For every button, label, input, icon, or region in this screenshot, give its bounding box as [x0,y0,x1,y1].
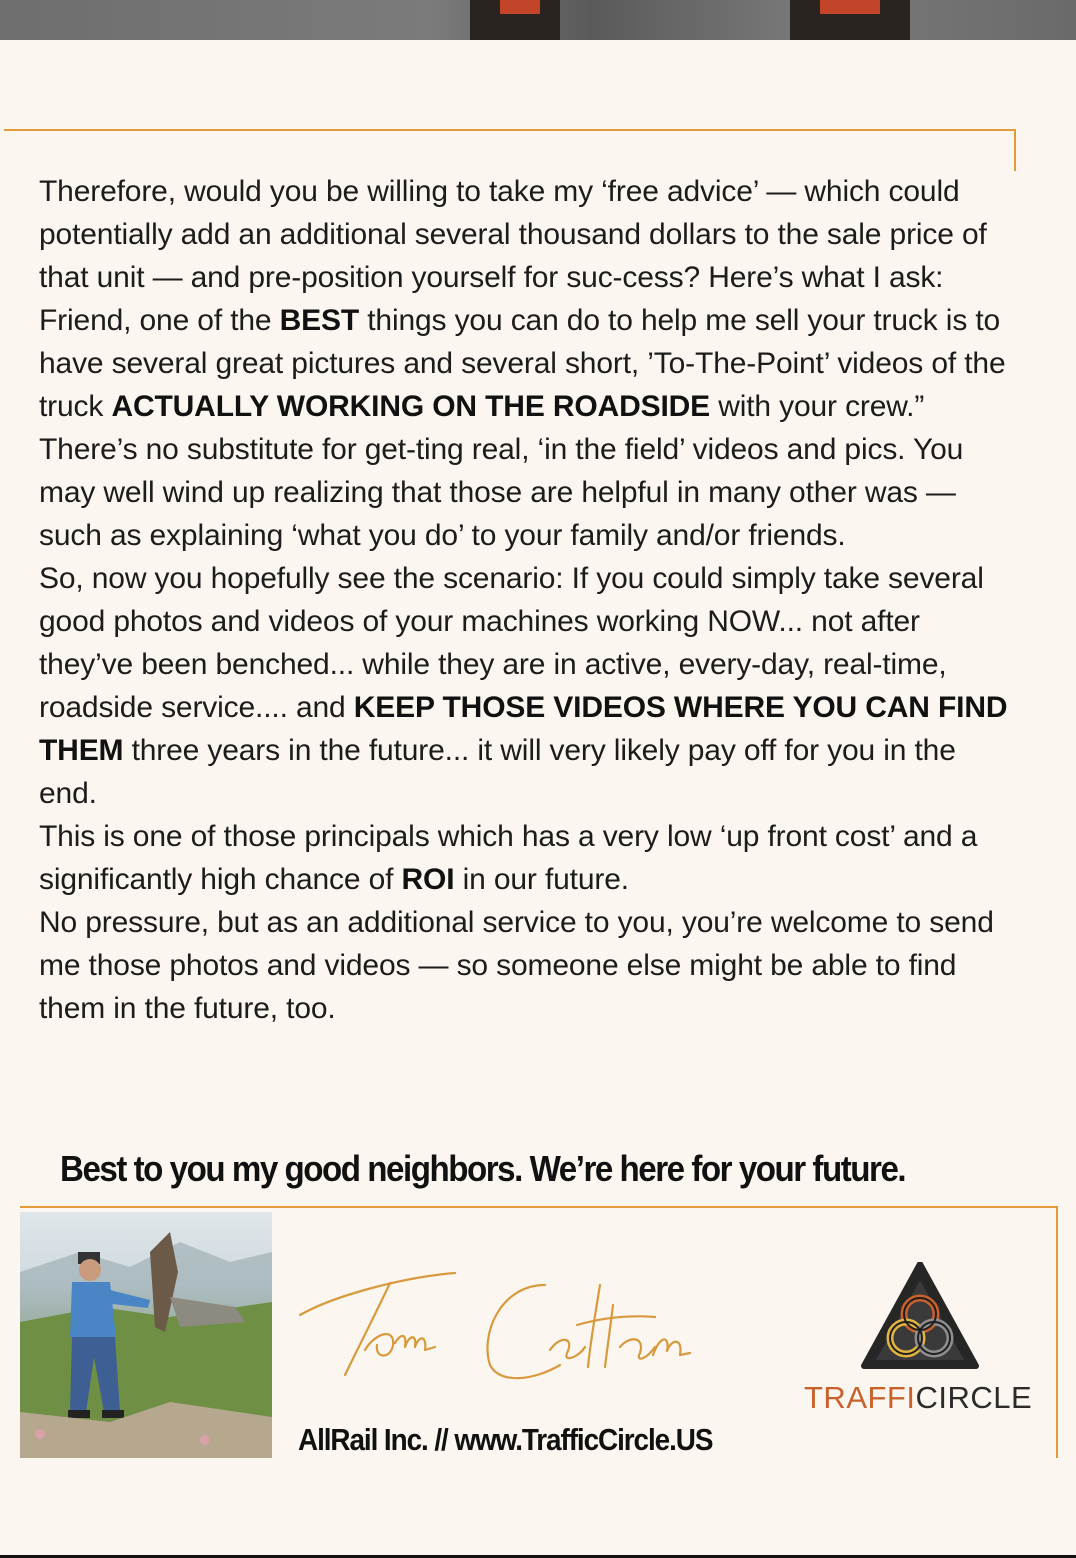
signature [295,1255,695,1395]
bold-text: KEEP THOSE VIDEOS WHERE YOU CAN FIND THEM [39,691,1008,767]
bold-text: BEST [279,304,360,337]
footer-company-url: AllRail Inc. // www.TrafficCircle.US [298,1422,713,1457]
text-segment: things you can do to help me sell your truck is to have several great pictures and several short, ’To-The-Point’ videos of the truck [39,304,1006,423]
body-text [39,170,1019,1030]
text-segment: Therefore, would you be willing to take my ‘free advice’ — which could potentially add an additional several thousand dollars to the sale price of that unit — and pre-position yourself for suc-cess? Here’s what I ask: [39,175,987,294]
closing-line: Best to you my good neighbors. We’re here for your future. [60,1148,906,1189]
text-segment: with your crew.” There’s no substitute for get-ting real, ‘in the field’ videos and pics. You may well wind up realizing that those are helpful in many other was — such as explaining ‘what you do’ to your family and/or friends. [39,390,964,552]
text-segment: in our future. [454,863,629,896]
paragraph [39,815,1019,901]
brand-wordmark [804,1380,1032,1416]
paragraph [39,170,1019,299]
bold-text: ROI [401,863,455,896]
paragraph [39,299,1019,557]
brand-part-circle: CIRCLE [915,1380,1033,1415]
author-photo [20,1212,272,1458]
bottom-rule-horizontal [20,1206,1058,1208]
text-segment: three years in the future... it will very likely pay off for you in the end. [39,734,956,810]
text-segment: This is one of those principals which has a very low ‘up front cost’ and a significantly high chance of [39,820,978,896]
top-rule-horizontal [4,129,1016,131]
top-rule-vertical [1014,129,1016,171]
paragraph [39,557,1019,815]
bold-text: ACTUALLY WORKING ON THE ROADSIDE [111,390,711,423]
paragraph [39,901,1019,1030]
header-photo-strip [0,0,1076,40]
brand-part-traffi: TRAFFI [804,1380,916,1415]
text-segment: So, now you hopefully see the scenario: If you could simply take several good photos and videos of your machines working NOW... not after they’ve been benched... while they are in active, every-day, real-time, roadside service.... and [39,562,984,724]
trafficircle-logo-icon [860,1262,980,1374]
text-segment: No pressure, but as an additional service to you, you’re welcome to send me those photos and videos — so someone else might be able to find them in the future, too. [39,906,994,1025]
text-segment: Friend, one of the [39,304,280,337]
bottom-rule-vertical [1056,1206,1058,1458]
